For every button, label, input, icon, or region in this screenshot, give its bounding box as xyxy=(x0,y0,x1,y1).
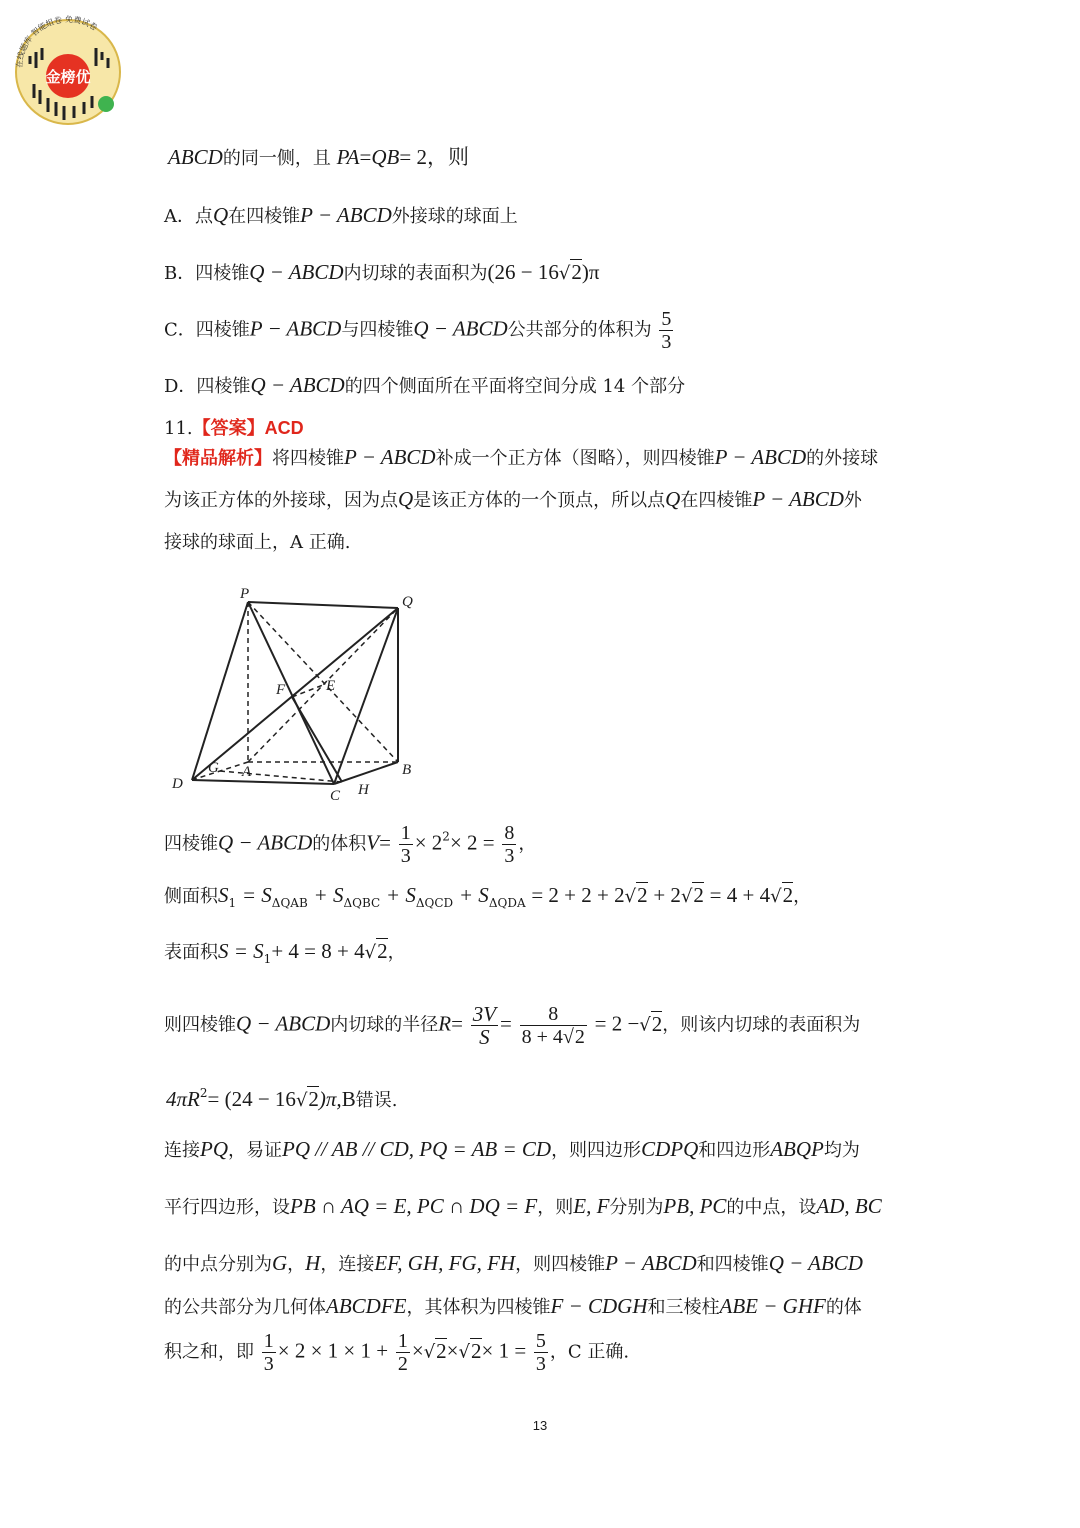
lateral-area-formula: 侧面积$S_1 = S_{\Delta QAB} + S_{\Delta QBC} + S_{\Delta QCD} + S_{\Delta QDA} = 2 + 2 + 2√2 + 2√2 = 4 + 4√2$， xyxy=(164,883,812,910)
option-b: B．四棱锥Q − ABCD内切球的表面积为(26 − 16√2)π xyxy=(164,260,600,284)
label-B: B xyxy=(402,762,412,778)
edge-AQ xyxy=(248,608,398,762)
label-D: D xyxy=(172,776,183,792)
edge-FE xyxy=(292,685,323,697)
label-H: H xyxy=(358,782,369,798)
sphere-area-formula: $4\pi R^2= (24 - 16√2)\pi,B$错误. xyxy=(166,1086,398,1111)
part-c-line-5: 积之和，即 $\frac{1}{3}$ × 2 × 1 × 1 + $\frac{1}{2}$ ×√2×√2× 1 = $\frac{5}{3}$ ，C 正确. xyxy=(164,1330,630,1375)
analysis-line-3: 接球的球面上，A 正确. xyxy=(164,532,351,553)
pyramid-figure xyxy=(164,580,424,800)
part-c-line-3: 的中点分别为G，H，连接EF, GH, FG, FH，则四棱锥P − ABCD和四棱锥Q − ABCD xyxy=(164,1251,863,1275)
label-F: F xyxy=(276,682,286,698)
logo-text: 金榜优 xyxy=(45,68,91,86)
label-G: G xyxy=(208,760,219,776)
edge-DC xyxy=(192,780,334,784)
analysis-line-2: 为该正方体的外接球，因为点Q是该正方体的一个顶点，所以点Q在四棱锥P − ABCD外 xyxy=(164,487,862,511)
edge-PQ xyxy=(248,602,398,608)
surface-area-formula: 表面积$S = S_1+ 4 = 8 + 4√2$， xyxy=(164,939,406,966)
label-Q: Q xyxy=(402,594,413,610)
label-P: P xyxy=(240,586,250,602)
question-stem: ABCD的同一侧，且 PA=QB= 2，则 xyxy=(168,145,469,169)
answer-line: 11.【答案】ACD xyxy=(164,418,304,439)
mini-program-icon xyxy=(98,96,114,112)
option-c: C．四棱锥P − ABCD与四棱锥Q − ABCD公共部分的体积为 $\frac{5}{3}$ xyxy=(164,308,672,353)
label-C: C xyxy=(330,788,341,800)
page-number: 13 xyxy=(532,1418,548,1433)
analysis-line-1: 【精品解析】将四棱锥P − ABCD补成一个正方体（图略），则四棱锥P − ABCD的外接球 xyxy=(164,445,879,469)
logo-ring-text: 在线题库 智能组卷 免费试卷 xyxy=(14,14,99,69)
radius-formula: 则四棱锥Q − ABCD内切球的半径R= $\frac{3V}{S}$ = $\frac{8}{8 + 4√2}$ = 2 −√2，则该内切球的表面积为 xyxy=(164,1002,861,1049)
logo-badge xyxy=(8,8,128,128)
edge-PC xyxy=(248,602,334,784)
option-a: A．点Q在四棱锥P − ABCD外接球的球面上 xyxy=(164,203,518,227)
option-d: D．四棱锥Q − ABCD的四个侧面所在平面将空间分成 14 个部分 xyxy=(164,373,686,397)
part-c-line-2: 平行四边形，设PB ∩ AQ = E, PC ∩ DQ = F，则E, F分别为PB, PC的中点，设AD, BC xyxy=(164,1194,882,1218)
edge-CB xyxy=(334,762,398,784)
edge-PD xyxy=(192,602,248,780)
part-c-line-4: 的公共部分为几何体ABCDFE，其体积为四棱锥F − CDGH和三棱柱ABE − GHF的体 xyxy=(164,1294,862,1318)
volume-formula: 四棱锥Q − ABCD的体积V= $\frac{1}{3}$ × $2^2\times 2$ = $\frac{8}{3}$ ， xyxy=(164,822,537,867)
label-A: A xyxy=(242,764,252,780)
label-E: E xyxy=(326,678,336,694)
part-c-line-1: 连接PQ，易证PQ // AB // CD, PQ = AB = CD，则四边形CDPQ和四边形ABQP均为 xyxy=(164,1137,860,1161)
